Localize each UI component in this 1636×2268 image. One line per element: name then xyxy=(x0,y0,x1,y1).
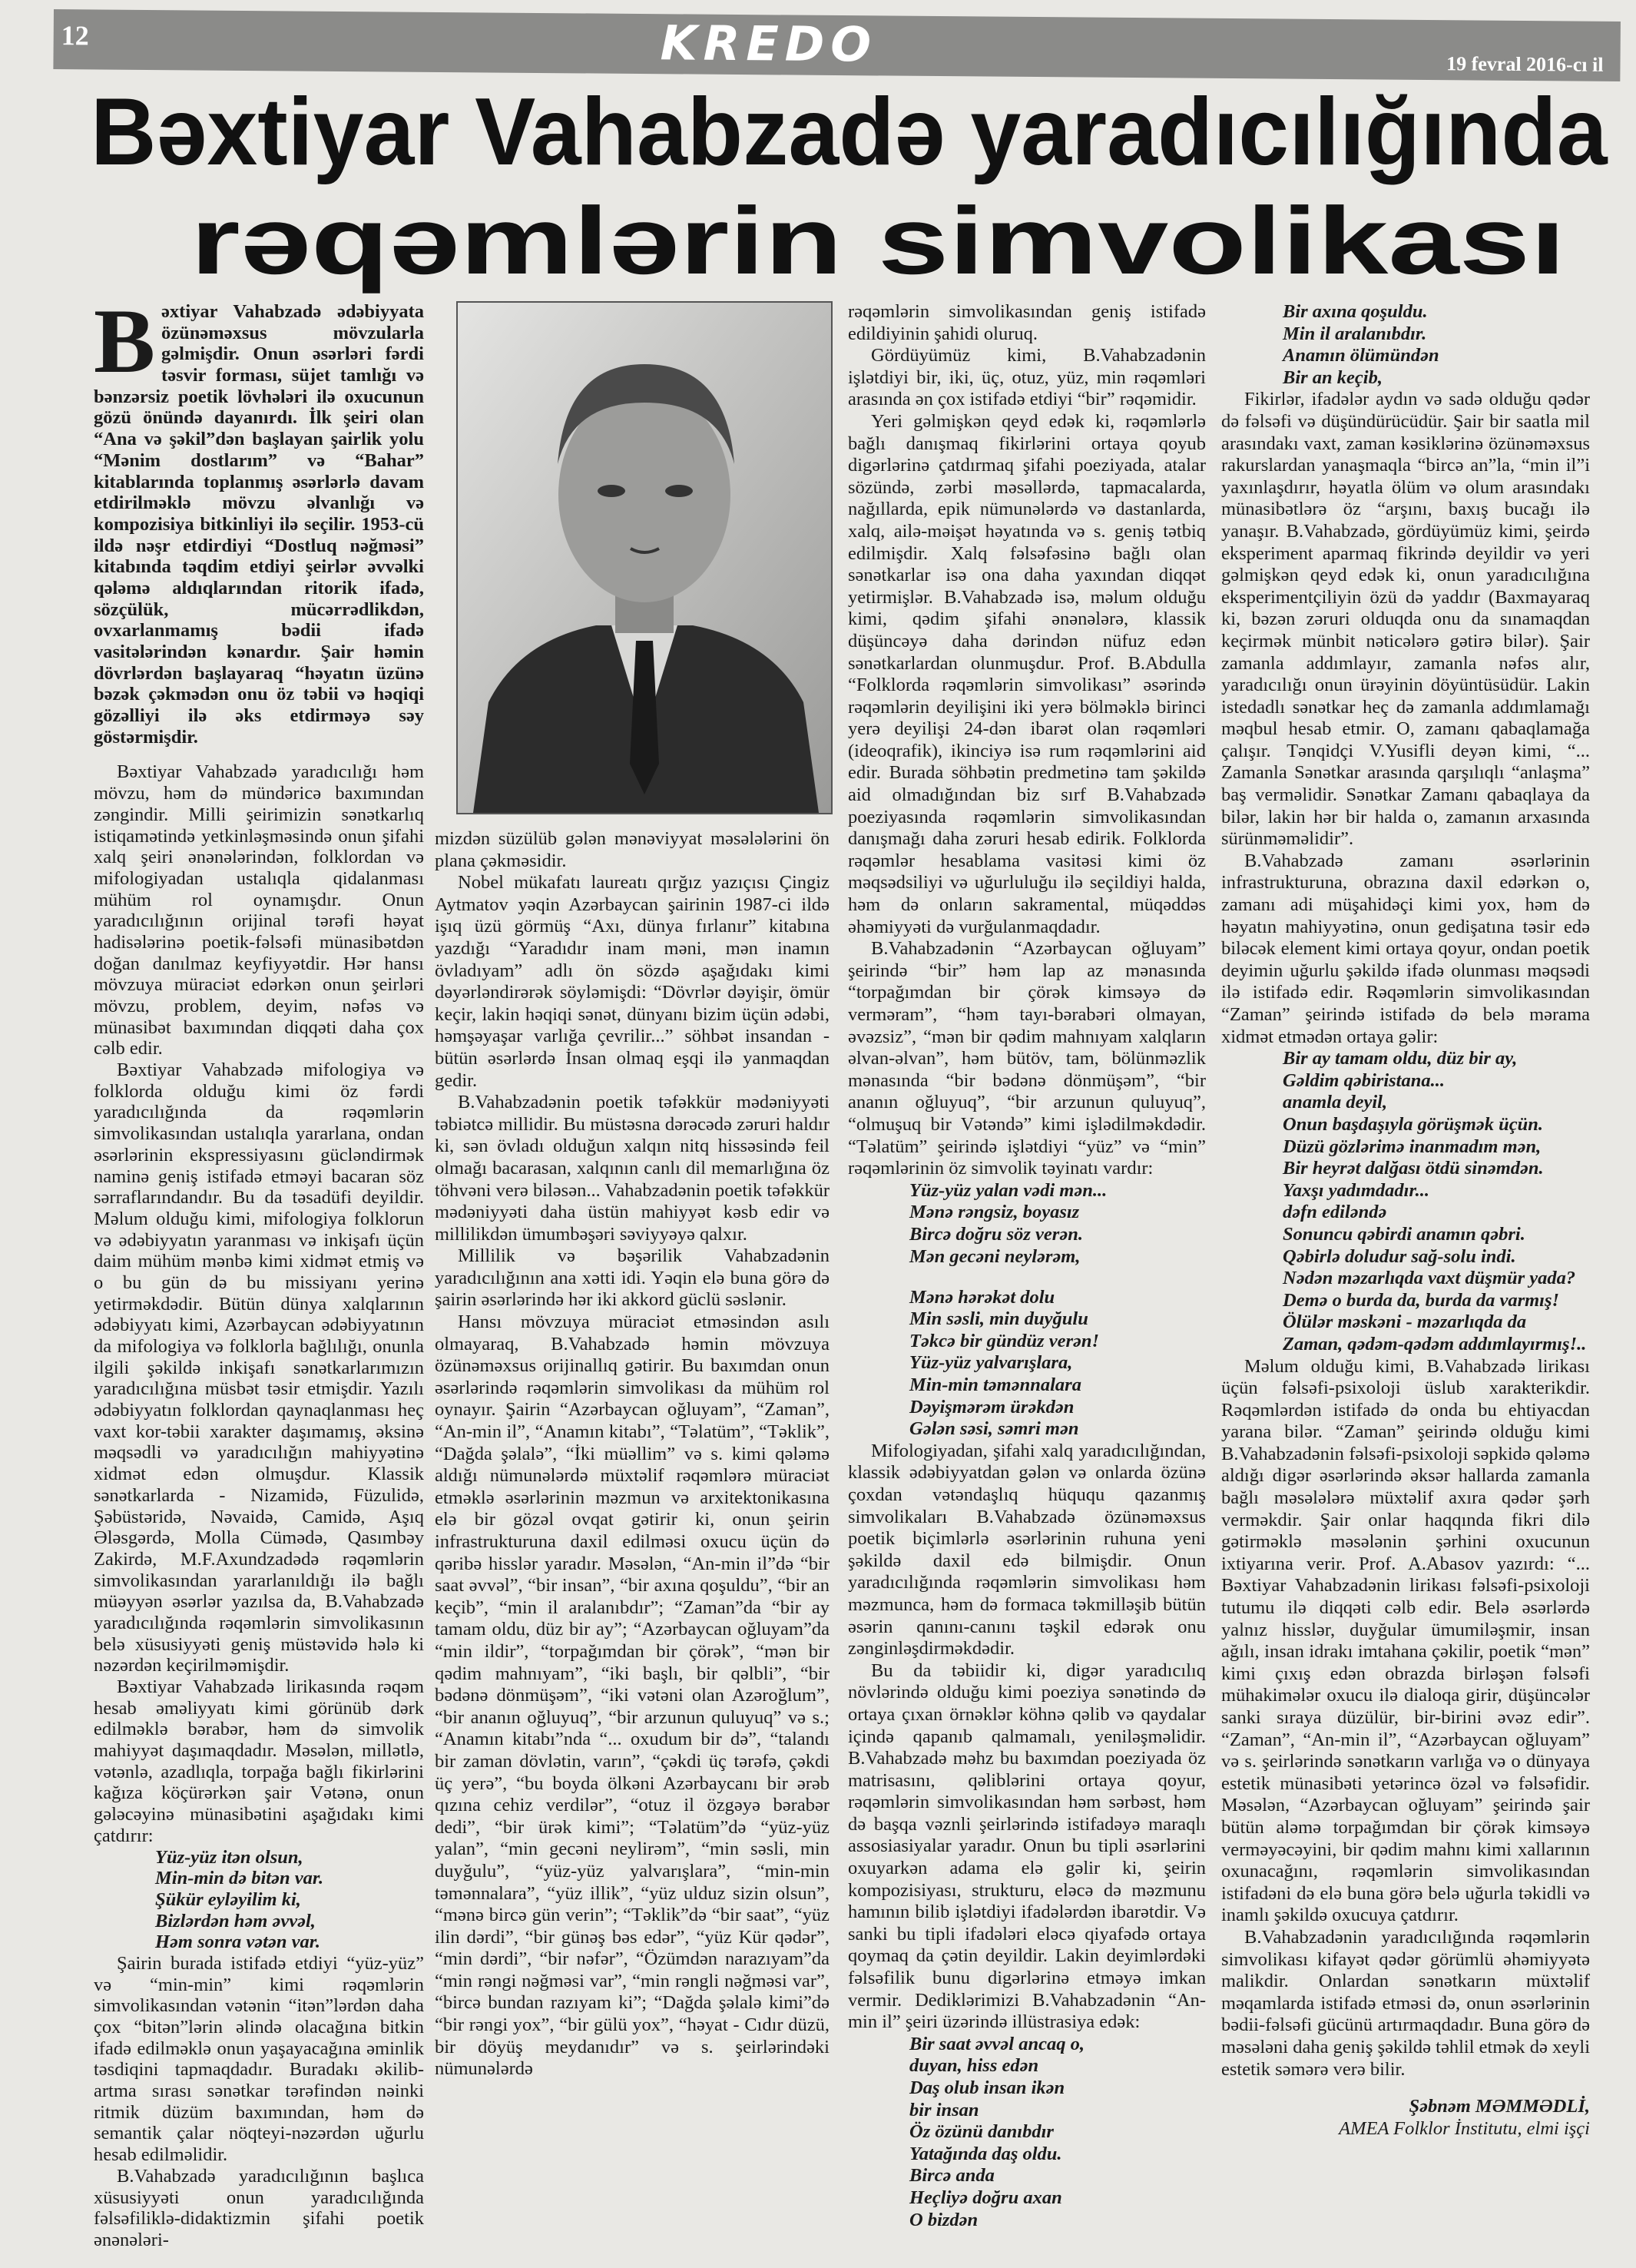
poem-line: Min-min də bitən var. xyxy=(155,1868,324,1889)
poem-line: Min səsli, min duyğulu xyxy=(909,1308,1088,1330)
poem-line: Şükür eyləyilim ki, xyxy=(155,1888,301,1910)
article-column-4 xyxy=(1221,301,1590,2140)
author-name: Şəbnəm MƏMMƏDLİ, xyxy=(1409,2096,1590,2117)
poem-line: Ölülər məskəni - məzarlıqda da xyxy=(1283,1311,1527,1333)
poem-line: Yatağında daş oldu. xyxy=(909,2143,1062,2164)
paragraph: Şairin burada istifadə etdiyi “yüz-yüz” və “min-min” kimi rəqəmlərin simvolikasından vətənin “itən”lərdən daha çox “bitən”lərin əlində olacağına bitkin ifadə edilməklə onun yaşayacağına əminlik təsdiqini tapmaqdadır. Buradakı əkilib-artma sırası sənətkar tərəfindən nəinki ritmik düzüm baxımından, həm də semantik çalar nöqteyi-nəzərdən uğurlu hesab edilməlidir. xyxy=(94,1952,424,2166)
poem-line: Bir axına qoşuldu. xyxy=(1283,301,1428,322)
poem-line: Düzü gözlərimə inanmadım mən, xyxy=(1283,1136,1542,1157)
poem-line: Bir an keçib, xyxy=(1283,366,1383,388)
page-number: 12 xyxy=(61,20,89,51)
poem-line: Yüz-yüz itən olsun, xyxy=(155,1846,303,1868)
poem-excerpt xyxy=(848,1180,1206,1441)
author-affiliation: AMEA Folklor İnstitutu, elmi işçi xyxy=(1339,2117,1590,2139)
paragraph: Gördüyümüz kimi, B.Vahabzadənin işlətdiyi bir, iki, üç, otuz, yüz, min rəqəmləri arasında ən çox istifadə etdiyi “bir” rəqəmidir. xyxy=(848,345,1206,410)
poem-line: Heçliyə doğru axan xyxy=(909,2187,1062,2208)
poem-line: Yüz-yüz yalan vədi mən... xyxy=(909,1179,1108,1201)
author-portrait-photo xyxy=(456,301,833,814)
poem-line: Nədən məzarlıqda vaxt düşmür yada? xyxy=(1283,1268,1576,1289)
poem-line: bir insan xyxy=(909,2099,979,2120)
paragraph: B.Vahabzadənin “Azərbaycan oğluyam” şeirində “bir” həm lap az mənasında “torpağımdan bir çörək kimsəyə də verməram”, “həm tayı-bərabəri olmayan, əvəzsiz”, “mən bir qədim mahnıyam xalqların əlvan-əlvan”, həm bütöv, tam, bölünməzlik mənasında “bir bədənə dönmüşəm”, “bir ananın oğluyuq”, “bir arzunun quluyuq”, “olmuşuq bir Vətəndə” kimi işlədilməkdədir. “Təlatüm” şeirində işlətdiyi “yüz” və “min” rəqəmlərinin öz simvolik təyinatı vardır: xyxy=(848,938,1206,1179)
paragraph: Mifologiyadan, şifahi xalq yaradıcılığından, klassik ədəbiyyatdan gələn və onlarda özünə çoxdan vətəndaşlıq hüququ qazanmış simvolikaları B.Vahabzadə özünəməxsus poetik biçimlərlə əsərlərinin ruhuna yeni şəkildə daxil edə bilmişdir. Onun yaradıcılığında rəqəmlərin simvolikası həm məzmunca, həm də formaca təkmilləşib bütün əsərin qanını-canını təşkil edərək onu zənginləşdirməkdədir. xyxy=(848,1440,1206,1660)
paragraph: mizdən süzülüb gələn mənəviyyat məsələlərini ön plana çəkməsidir. xyxy=(435,828,830,871)
poem-line xyxy=(909,1268,1206,1287)
paragraph: B.Vahabzadənin yaradıcılığında rəqəmlərin simvolikası kifayət qədər görümlü əhəmiyyətə malikdir. Onlardan sənətkarın müxtəlif məqamlarda istifadə etməsi də, onun əsərlərinin bədii-fəlsəfi gücünü artırmaqdadır. Buna görə də məsələni daha geniş şəkildə təhlil etmək də xeyli estetik səmərə verə bilir. xyxy=(1221,1926,1590,2080)
paragraph: Yeri gəlmişkən qeyd edək ki, rəqəmlərlə bağlı danışmaq fikirlərini ortaya qoyub digərlərinə çatdırmaq şifahi poeziyada, atalar sözündə, zərbi məsəllərdə, tapmacalarda, nağıllarda, epik nümunələrdə və dastanlarda, xalq, ailə-məişət həyatında və s. geniş tətbiq edilmişdir. Xalq fəlsəfəsinə bağlı olan sənətkarlar isə ona daha yaxından diqqət yetirmişlər. B.Vahabzadə isə, məlum olduğu kimi, qədim şifahi ənənələrə, klassik düşüncəyə daha dərindən nüfuz edən sənətkarlardan olunmuşdur. Prof. B.Abdulla “Folklorda rəqəmlərin simvolikası” əsərində rəqəmlərin deyilişini iki yerə bölməklə birinci yerə deyilişi 24-dən ibarət olan rəqəmləri (ideoqrafik), ikinciyə isə rum rəqəmlərini aid edir. Burada söhbətin predmetinə tam şəkildə aid olmadığından biz sırf B.Vahabzadə poeziyasında rəqəmlərin simvolikasından danışmağı daha zəruri hesab edirik. Folklorda rəqəmlər hesablama vasitəsi kimi öz məqsədsiliyi və uğurluluğu ilə seçildiyi halda, həm də onların sakramental, müqəddəs əhəmiyyəti də vurğulanmaqdadır. xyxy=(848,410,1206,937)
poem-line: Bir heyrət dalğası ötdü sinəmdən. xyxy=(1283,1158,1544,1179)
poem-line: Onun başdaşıyla görüşmək üçün. xyxy=(1283,1113,1544,1135)
portrait-image xyxy=(458,303,831,813)
newspaper-name: KREDO xyxy=(660,15,878,73)
paragraph: B.Vahabzadə yaradıcılığının başlıca xüsusiyyəti onun yaradıcılığında fəlsəfiliklə-didaktizmin şifahi poetik ənənələri- xyxy=(94,2165,424,2250)
poem-line: duyan, hiss edən xyxy=(909,2055,1039,2077)
paragraph: rəqəmlərin simvolikasından geniş istifadə edildiyinin şahidi oluruq. xyxy=(848,301,1206,344)
poem-line: Mənə rəngsiz, boyasız xyxy=(909,1202,1080,1223)
drop-cap: B xyxy=(94,290,156,392)
issue-date: 19 fevral 2016-cı il xyxy=(1446,52,1604,76)
masthead-band xyxy=(53,9,1621,81)
article-column-3 xyxy=(848,301,1206,2231)
paragraph: B.Vahabzadənin poetik təfəkkür mədəniyyəti təbiətcə millidir. Bu müstəsna dərəcədə zəruri haldır ki, sən övladı olduğun xalqın nitq hissəsində feil olmağı bacarasan, xalqının canlı dil memarlığına öz töhvəni verə biləsən... Vahabzadənin poetik təfəkkür mədəniyyəti daha üstün mahiyyət kəsb edir və millilikdən ümumbəşəri səviyyəyə qalxır. xyxy=(435,1092,830,1245)
paragraph: Nobel mükafatı laureatı qırğız yazıçısı Çingiz Aytmatov yəqin Azərbaycan şairinin 1987-ci ildə işıq üzü görmüş “Axı, dünya fırlanır” kitabına yazdığı “Yaradıdır inam məni, mən inamın övladıyam” adlı ön sözdə aşağıdakı kimi dəyərləndirərək söyləmişdi: “Dövrlər dəyişir, ömür keçir, lakin həqiqi sənət, dünyanı bizim üçün ədəbi, həmşəyaşar varlığa çevrilir...” söhbət insandan - bütün əsərlərdə İnsan olmaq eşqi ilə yanmaqdan gedir. xyxy=(435,872,830,1091)
paragraph: Bu da təbiidir ki, digər yaradıcılıq növlərində olduğu kimi poeziya sənətində də ortaya çıxan örnəklər köhnə qəlib və qaydalar içində qapanıb qalmamalı, yeniləşməlidir. B.Vahabzadə məhz bu baxımdan poeziyada öz matrisasını, qəliblərini ortaya qoyur, rəqəmlərin simvolikasından həm sərbəst, həm də başqa vəznli şeirlərində istifadəyə maraqlı assosiasiyalar yaradır. Onun bu tipli əsərlərini oxuyarkən adama elə gəlir ki, şeirin kompozisiyası, strukturu, eləcə də məzmunu hamının bilib işlətdiyi ifadələrdən ibarətdir. Və sanki bu tipli ifadələri eləcə qiyafədə ortaya qoymaq da çətin deyildir. Lakin deyimlərdəki fəlsəfilik bunu digərlərinə etməyə imkan vermir. Dediklərimizi B.Vahabzadənin “An-min il” şeiri üzərində illüstrasiya edək: xyxy=(848,1660,1206,2033)
article-column-1 xyxy=(94,290,424,2251)
poem-line: Min il aralanıbdır. xyxy=(1283,323,1427,344)
paragraph: Bəxtiyar Vahabzadə yaradıcılığı həm mövzu, həm də mündəricə baxımından zəngindir. Milli şeirimizin sənətkarlıq istiqamətində yetkinləşməsində onun şifahi xalq şeiri ənənələrindən, folklordan və mifologiyadan ustalıqla qidalanması mühüm rol oynamışdır. Onun yaradıcılığının orijinal tərəfi həyat hadisələrinə poetik-fəlsəfi münasibətdən doğan danılmaz keyfiyyətdir. Hər hansı mövzuya müraciət edərkən onun şeirləri mövzu, problem, deyim, nəfəs və münasibət baxımından diqqəti daha çox cəlb edir. xyxy=(94,761,424,1059)
poem-line: Min-min təmənnalara xyxy=(909,1374,1081,1395)
poem-line: Bizlərdən həm əvvəl, xyxy=(155,1910,316,1931)
poem-line: Yaxşı yadımdadır... xyxy=(1283,1179,1430,1201)
lead-text: əxtiyar Vahabzadə ədəbiyyata özünəməxsus mövzularla gəlmişdir. Onun əsərləri fərdi təsvir forması, süjet tamlığı və bənzərsiz poetik lövhələri ilə oxucunun gözü önündə dayanırdı. İlk şeiri olan “Ana və şəkil”dən başlayan şairlik yolu “Mənim dostlarım” və “Bahar” kitablarında toplanmış əsərlərlə davam etdirilməklə mövzu əlvanlığı və kompozisiya bitkinliyi ilə seçilir. 1953-cü ildə nəşr etdirdiyi “Dostluq nəğməsi” kitabında təqdim etdiyi şeirlər əvvəlki qələmə aldıqlarından ritorik ifadə, sözçülük, mücərrədlikdən, ovxarlanmamış bədii ifadə vasitələrindən kənardır. Şair həmin dövrlərdən başlayaraq “həyatın üzünə bəzək çəkmədən onu öz təbii və həqiqi gözəlliyi ilə əks etdirməyə səy göstərmişdir. xyxy=(94,301,424,748)
poem-line: Zaman, qədəm-qədəm addımlayırmış!.. xyxy=(1283,1333,1587,1354)
poem-line: Dəyişmərəm ürəkdən xyxy=(909,1396,1075,1418)
paragraph: B.Vahabzadə zamanı əsərlərinin infrastrukturuna, obrazına daxil edərkən o, zamanı adi müşahidəçi kimi yox, həm də həyatın mahiyyətinə, onun gedişatına təsir edə biləcək element kimi ortaya qoyur, ondan poetik deyimin uğurlu şəkildə ifadə olunması məqsədi ilə istifadə edir. Rəqəmlərin simvolikasından “Zaman” şeirində istifadə də belə məramа xidmət etmədən ortaya gəlir: xyxy=(1221,850,1590,1047)
poem-line: Bir saat əvvəl ancaq o, xyxy=(909,2033,1085,2054)
poem-line: Gələn səsi, səmri mən xyxy=(909,1418,1079,1440)
poem-line: Təkcə bir gündüz verən! xyxy=(909,1330,1100,1351)
paragraph: Fikirlər, ifadələr aydın və sadə olduğu qədər də fəlsəfi və düşündürücüdür. Şair bir saatla mil arasındakı vaxt, zaman kəsiklərinə özünəməxsus rakurslardan yanaşmaqla “bircə an”la, “min il”i yaxınlaşdırır, həyatla ölüm və olum arasındakı münasibətlərə öz “arşını, baxış bucağı ilə yanaşır. B.Vahabzadə, gördüyümüz kimi, şeirdə eksperiment aparmaq fikrində deyildir və yeri gəlmişkən qeyd edək ki, onun yaradıcılığına eksperimentçiliyin özü də yaddır (Baxmayaraq ki, bəzən zəruri olduqda onu da sınamaqdan keçirmək münbit nəticələrə gətirə bilər). Şair zamanla addımlayır, zamanla nəfəs alır, yaradıcılığı onun ürəyinin döyüntüsüdür. Lakin istedadlı sənətkar heç də zamanla addımlamağı məqbul hesab etmir. O, zamanı qabaqlamağa çalışır. Tənqidçi V.Yusifli deyən kimi, “... Zamanla Sənətkar arasında qarşılıqlı “anlaşma” baş verməlidir. Sənətkar Zamanı qabaqlaya da bilər, lakin hər bir halda o, zamanın arxasında sürünməməlidir”. xyxy=(1221,389,1590,850)
poem-line: Daş olub insan ikən xyxy=(909,2077,1065,2098)
poem-line: Bircə doğru söz verən. xyxy=(909,1223,1083,1245)
poem-line: Yüz-yüz yalvarışlara, xyxy=(909,1352,1073,1374)
paragraph: Millilik və bəşərilik Vahabzadənin yaradıcılığının ana xətti idi. Yəqin elə buna görə də şairin əsərlərində hər iki akkord güclü səslənir. xyxy=(435,1245,830,1311)
poem-line: Mənə hərəkət dolu xyxy=(909,1286,1055,1308)
poem-line: Demə o burda da, burda da varmış! xyxy=(1283,1289,1560,1311)
poem-line: Öz özünü danıbdır xyxy=(909,2121,1054,2143)
paragraph: Hansı mövzuya müraciət etməsindən asılı olmayaraq, B.Vahabzadə həmin mövzuya özünəməxsus orijinallıq gətirir. Bu baxımdan onun əsərlərində rəqəmlərin simvolikası da mühüm rol oynayır. Şairin “Azərbaycan oğluyam”, “Zaman”, “An-min il”, “Anamın kitabı”, “Təlatüm”, “Təklik”, “Dağda şəlalə”, “İki müəllim” və s. kimi qələmə aldığı nümunələrdə müxtəlif rəqəmlərə müraciət etməklə əsərlərinin məzmun və arxitektonikasına elə bir gözəl ovqat gətirir ki, onun şeirin infrastrukturuna daxil edilməsi oxucu üçün də qəribə hisslər yaradır. Məsələn, “An-min il”də “bir saat əvvəl”, “bir insan”, “bir axına qoşuldu”, “bir an keçib”, “min il aralanıbdır”; “Zaman”da “bir ay tamam oldu, düz bir ay”; “Azərbaycan oğluyam”da “min ildir”, “torpağımdan bir çörək”, “mən bir qədim mahnıyam”, “iki başlı, bir qəlbli”, “bir bədənə dönmüşəm”, “iki vətəni olan Azəroğlum”, “bir ananın oğluyuq”, “bir arzunun quluyuq” və s.; “Anamın kitabı”nda “... oxudum bir də”, “talandı bir zaman dövlətin, varın”, “çəkdi üç tərəfə, çəkdi üç yerə”, “bu boyda ölkəni Azərbaycanı bir ərəb qızına cehiz verdilər”, “otuz il özgəyə bərabər dedi”, “bir ürək kimi”; “Təlatüm”də “yüz-yüz yalan”, “min gecəni neylirəm”, “min səsli, min duyğulu”, “yüz-yüz yalvarışlara”, “min-min təmənnalara”, “yüz illik”, “yüz ulduz sizin olsun”, “mənə bircə gün verin”; “Təklik”də “bir saat”, “yüz ilin dərdi”, “bir günəş bəs edər”, “yüz Kür qədər”, “min dərdi”, “bir nəfər”, “Özümdən narazıyam”da “min rəngi nəğməsi var”, “min rəngli nəğməsi var”, “bircə bundan razıyam ki”; “Dağda şəlalə kimi”də “bir rəngi yox”, “bir gülü yox”, “həyat - Cıdır düzü, bir döyüş meydanıdır” və s. şeirlərindəki nümunələrdə xyxy=(435,1311,830,2080)
poem-line: anamla deyil, xyxy=(1283,1092,1388,1113)
poem-line: Anamın ölümündən xyxy=(1283,345,1439,366)
paragraph: Məlum olduğu kimi, B.Vahabzadə lirikası üçün fəlsəfi-psixoloji üslub xarakterikdir. Rəqəmlərdən istifadə də onda bu ehtiyacdan yarana bilər. “Zaman” şeirində olduğu kimi B.Vahabzadənin fəlsəfi-psixoloji səpkidə qələmə aldığı digər əsərlərində əksər hallarda zamanla bağlı məsələlərə müxtəlif axıra qədər şərh verməkdir. Şair onlar haqqında fikri dilə gətirməklə məsələnin şərhini oxucunun ixtiyarına verir. Prof. A.Abasov yazırdı: “... Bəxtiyar Vahabzadənin lirikası fəlsəfi-psixoloji tutumu ilə diqqəti cəlb edir. Belə əsərlərdə yalnız hisslər, duyğular ümumiləşmir, insan ağılı, insan idrakı imtahana çəkilir, poetik “mən” kimi çıxış edən obrazda birləşən fəlsəfi mühakimələr oxucu ilə dialoqa girir, düşüncələr sanki sıraya düzülür, bir-birini əvəz edir”. “Zaman”, “An-min il”, “Azərbaycan oğluyam” və s. şeirlərində sənətkarın varlığa və o dünyaya estetik münasibəti yetərincə özəl və fəlsəfidir. Məsələn, “Azərbaycan oğluyam” şeirində şair bütün aləmə torpağımdan bir çörək kimsəyə verməyəcəyini, bir qədim mahnı kimi xallarının oxunacağını, rəqəmlərin simvolikasından istifadəni də elə buna görə belə uğurla təkidli və inamlı şəkildə oxucuya çatdırır. xyxy=(1221,1355,1590,1926)
poem-line: Gəldim qəbiristana... xyxy=(1283,1069,1445,1091)
paragraph: Bəxtiyar Vahabzadə mifologiya və folklorda olduğu kimi öz fərdi yaradıcılığında da rəqəmlərin simvolikasından ustalıqla yararlana, ondan əsərlərinin ekspressiyasını gücləndirmək naminə geniş istifadə etməyi bacaran söz sərraflarındandır. Bu da təsadüfi deyildir. Məlum olduğu kimi, mifologiya folklorun və ədəbiyyatın yaranması və inkişafı üçün daim mühüm mənbə kimi xidmət etmiş və o bu gün də bu missiyanı yerinə yetirməkdədir. Bütün dünya xalqlarının ədəbiyyatı kimi, Azərbaycan ədəbiyyatının da mifologiya və folklorla bağlılığı, onunla ilgili şəkildə inkişafı sənətkarlarımızın yaradıcılığına müsbət təsir etmişdir. Yazılı ədəbiyyatın folklordan qaynaqlanması heç vaxt kor-təbii xarakter daşımamış, əksinə məqsədli və yaradıcılığın mahiyyətinə xidmət edən olmuşdur. Klassik sənətkarlarda - Nizamidə, Füzulidə, Şəbüstəridə, Nəvaidə, Camidə, Aşıq Ələsgərdə, Molla Cümədə, Qasımbəy Zakirdə, M.F.Axundzadədə rəqəmlərin simvolikasından yararlanıldığı ilə bağlı müəyyən əsərlər yazılsa da, B.Vahabzadə yaradıcılığında rəqəmlərin simvolikasının belə xüsusiyyəti geniş müstəvidə hələ ki nəzərdən keçirilməmişdir. xyxy=(94,1059,424,1676)
author-signature xyxy=(1221,2081,1590,2140)
article-column-2 xyxy=(435,828,830,2081)
poem-line: Bircə anda xyxy=(909,2165,995,2187)
poem-line: O bizdən xyxy=(909,2209,979,2230)
poem-line: Qəbirlə doludur sağ-solu indi. xyxy=(1283,1245,1516,1267)
poem-excerpt xyxy=(848,2034,1206,2231)
poem-excerpt xyxy=(1221,1048,1590,1355)
poem-line: Bir ay tamam oldu, düz bir ay, xyxy=(1283,1048,1518,1069)
lead-paragraph xyxy=(94,290,424,748)
headline-line-1: Bəxtiyar Vahabzadə yaradıcılığında xyxy=(91,79,1608,185)
poem-line: Həm sonra vətən var. xyxy=(155,1931,321,1953)
poem-line: dəfn ediləndə xyxy=(1283,1202,1387,1223)
poem-excerpt xyxy=(94,1847,424,1953)
poem-line: Sonuncu qəbirdi anamın qəbri. xyxy=(1283,1223,1525,1245)
poem-excerpt xyxy=(1221,301,1590,389)
poem-line: Mən gecəni neylərəm, xyxy=(909,1245,1081,1267)
headline-line-2: rəqəmlərin simvolikası xyxy=(190,188,1566,294)
paragraph: Bəxtiyar Vahabzadə lirikasında rəqəm hesab əməliyyatı kimi görünüb dərk edilməklə bərabər, həm də simvolik mahiyyət daşımaqdadır. Məsələn, millətlə, vətənlə, azadlıqla, torpağa bağlı fikirlərini kağıza köçürərkən şair Vətənə, onun gələcəyinə münasibətini aşağıdakı kimi çatdırır: xyxy=(94,1676,424,1846)
